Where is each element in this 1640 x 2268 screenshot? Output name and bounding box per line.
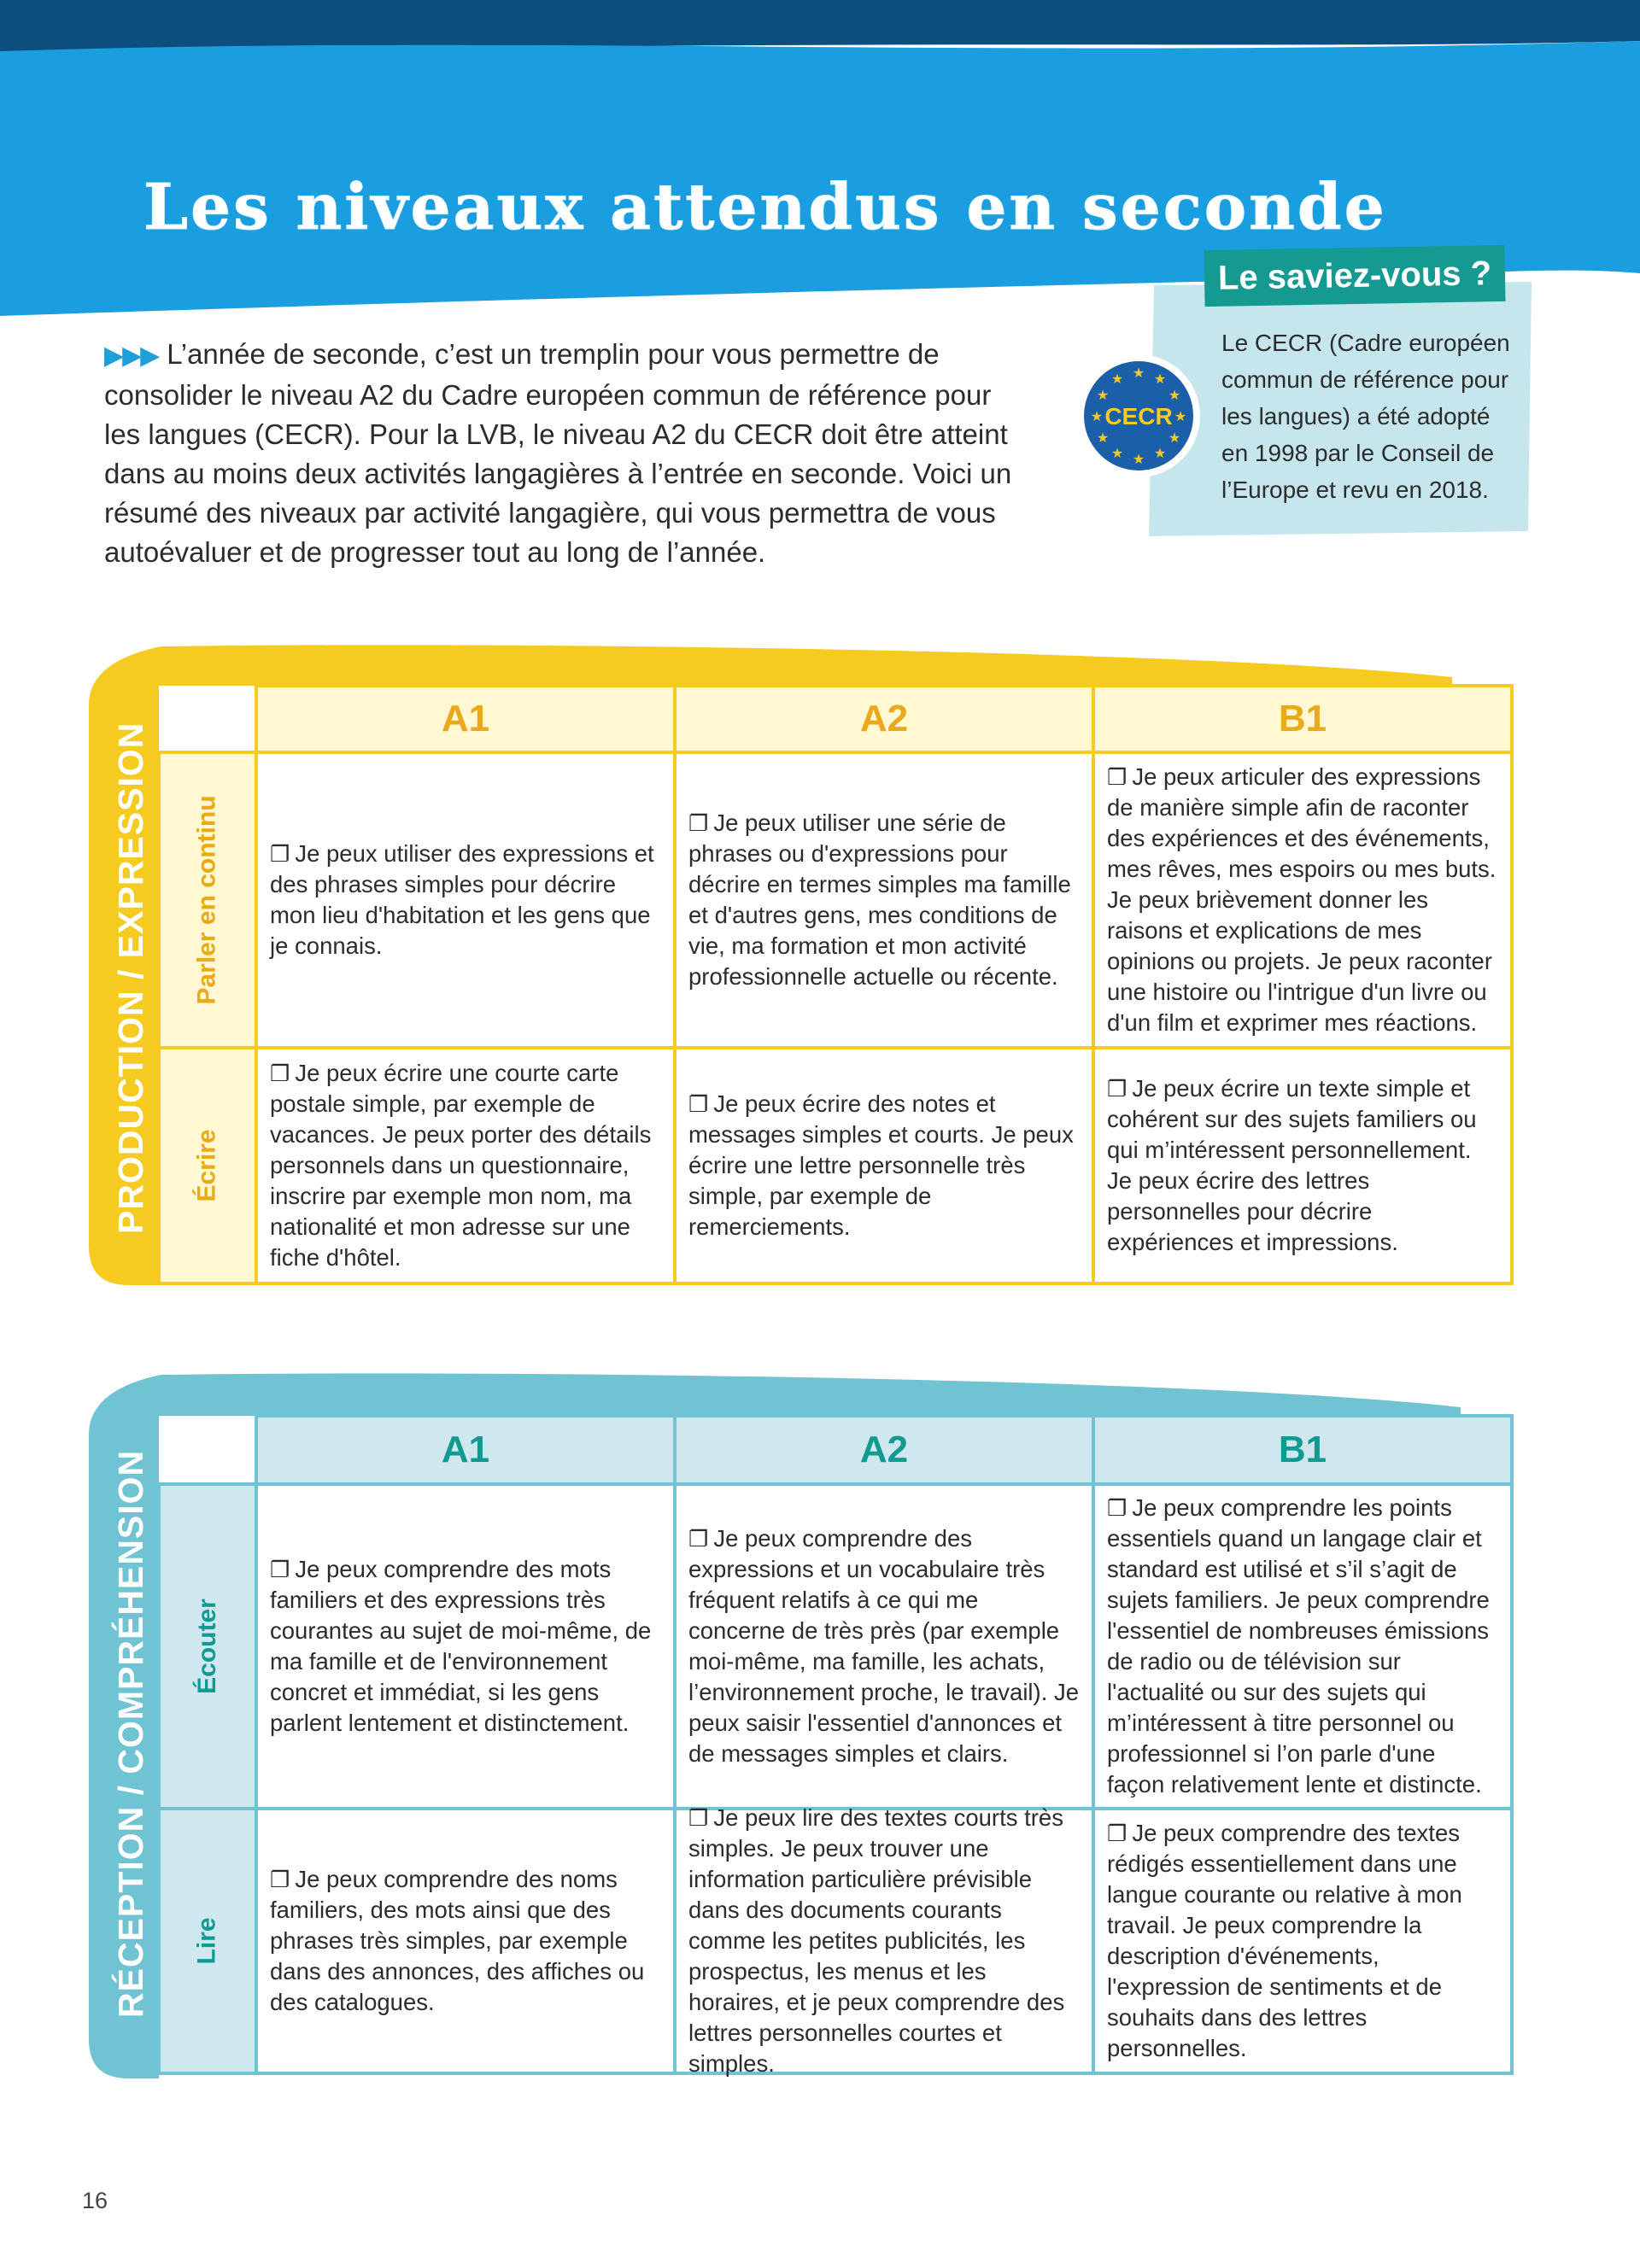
page-title: Les niveaux attendus en seconde (144, 171, 1387, 244)
checkbox-icon[interactable]: ❐ (270, 1557, 290, 1582)
svg-text:★: ★ (1153, 445, 1167, 461)
row-label-listening: Écouter (157, 1482, 258, 1810)
checkbox-icon[interactable]: ❐ (688, 1526, 709, 1552)
checkbox-icon[interactable]: ❐ (1107, 764, 1128, 790)
production-section (0, 645, 1640, 1294)
level-header-a2: A2 (673, 684, 1095, 754)
checkbox-icon[interactable]: ❐ (270, 1061, 290, 1086)
row-label-writing: Écrire (157, 1046, 258, 1285)
checkbox-icon[interactable]: ❐ (688, 810, 709, 836)
svg-text:★: ★ (1096, 387, 1110, 403)
descriptor-cell: ❐ Je peux utiliser une série de phrases ou d'expressions pour décrire en termes simples ma famille et d'autres gens, mes conditions de vie, ma formation et mon activité professionnelle actuelle ou récente. (673, 751, 1095, 1049)
svg-text:★: ★ (1174, 408, 1187, 424)
row-label-reading: Lire (157, 1807, 258, 2075)
did-you-know-label: Le saviez-vous ? (1204, 245, 1505, 307)
descriptor-cell: ❐ Je peux écrire une courte carte postale simple, par exemple de vacances. Je peux porter des détails personnels dans un questionnaire, inscrire par exemple mon nom, ma nationalité et mon adresse sur une fiche d'hôtel. (255, 1046, 676, 1285)
svg-text:★: ★ (1132, 365, 1145, 381)
descriptor-cell: ❐ Je peux lire des textes courts très simples. Je peux trouver une information particulière prévisible dans des documents courants comme les petites publicités, les prospectus, les menus et les horaires, et je peux comprendre des lettres personnelles courtes et simples. (673, 1807, 1095, 2075)
production-side-label: PRODUCTION / EXPRESSION (111, 722, 150, 1234)
triple-arrow-icon: ▶▶▶ (104, 342, 159, 370)
intro-paragraph (104, 335, 1018, 572)
checkbox-icon[interactable]: ❐ (270, 1867, 290, 1892)
descriptor-cell: ❐ Je peux comprendre des textes rédigés essentiellement dans une langue courante ou relative à mon travail. Je peux comprendre la description d'événements, l'expression de sentiments et de souhaits dans des lettres personnelles. (1092, 1807, 1514, 2075)
intro-text: L’année de seconde, c’est un tremplin pour vous permettre de consolider le niveau A2 du Cadre européen commun de référence pour les langues (CECR). Pour la LVB, le niveau A2 du CECR doit être atteint dans au moins deux activités langagières à l’entrée en seconde. Voici un résumé des niveaux par activité langagière, qui vous permettra de vous autoévaluer et de progresser tout au long de l’année. (104, 338, 1012, 568)
descriptor-cell: ❐ Je peux articuler des expressions de manière simple afin de raconter des expériences et des événements, mes rêves, mes espoirs ou mes buts. Je peux brièvement donner les raisons et explications de mes opinions ou projets. Je peux raconter une histoire ou l'intrigue d'un livre ou d'un film et exprimer mes réactions. (1092, 751, 1514, 1049)
level-header-b1: B1 (1092, 1414, 1514, 1486)
reception-table (159, 1416, 1512, 2077)
level-header-b1: B1 (1092, 684, 1514, 754)
checkbox-icon[interactable]: ❐ (688, 1091, 709, 1117)
descriptor-cell: ❐ Je peux comprendre des expressions et un vocabulaire très fréquent relatifs à ce qui me concerne de très près (par exemple moi-même, ma famille, les achats, l’environnement proche, le travail). Je peux saisir l'essentiel d'annonces et de messages simples et clairs. (673, 1482, 1095, 1810)
svg-text:★: ★ (1090, 408, 1104, 424)
level-header-a1: A1 (255, 1414, 676, 1486)
descriptor-cell: ❐ Je peux comprendre des mots familiers et des expressions très courantes au sujet de moi-même, de ma famille et de l'environnement concret et immédiat, si les gens parlent lentement et distinctement. (255, 1482, 676, 1810)
did-you-know-text: Le CECR (Cadre européen commun de référence pour les langues) a été adopté en 1998 par le Conseil de l’Europe et revu en 2018. (1221, 330, 1510, 503)
checkbox-icon[interactable]: ❐ (1107, 1821, 1128, 1846)
descriptor-cell: ❐ Je peux écrire un texte simple et cohérent sur des sujets familiers ou qui m’intéressent personnellement. Je peux écrire des lettres personnelles pour décrire expériences et impressions. (1092, 1046, 1514, 1285)
svg-text:★: ★ (1096, 430, 1110, 446)
descriptor-cell: ❐ Je peux comprendre les points essentiels quand un langage clair et standard est utilisé et s’il s’agit de sujets familiers. Je peux comprendre l'essentiel de nombreuses émissions de radio ou de télévision sur l'actualité ou sur des sujets qui m’intéressent à titre personnel ou professionnel si l’on parle d'une façon relativement lente et distincte. (1092, 1482, 1514, 1810)
svg-text:★: ★ (1110, 371, 1124, 387)
reception-side-label: RÉCEPTION / COMPRÉHENSION (111, 1449, 150, 2018)
svg-text:★: ★ (1168, 430, 1181, 446)
svg-text:CECR: CECR (1104, 403, 1173, 430)
svg-text:★: ★ (1110, 445, 1124, 461)
checkbox-icon[interactable]: ❐ (270, 841, 290, 867)
descriptor-cell: ❐ Je peux utiliser des expressions et des phrases simples pour décrire mon lieu d'habitation et les gens que je connais. (255, 751, 676, 1049)
descriptor-cell: ❐ Je peux comprendre des noms familiers, des mots ainsi que des phrases très simples, par exemple dans des annonces, des affiches ou des catalogues. (255, 1807, 676, 2075)
level-header-a2: A2 (673, 1414, 1095, 1486)
reception-section (0, 1373, 1640, 2082)
level-header-a1: A1 (255, 684, 676, 754)
checkbox-icon[interactable]: ❐ (688, 1805, 709, 1831)
cecr-badge-icon (1075, 352, 1203, 480)
page-number: 16 (82, 2188, 108, 2213)
checkbox-icon[interactable]: ❐ (1107, 1495, 1128, 1521)
checkbox-icon[interactable]: ❐ (1107, 1076, 1128, 1102)
svg-text:★: ★ (1132, 451, 1145, 467)
descriptor-cell: ❐ Je peux écrire des notes et messages simples et courts. Je peux écrire une lettre personnelle très simple, par exemple de remerciements. (673, 1046, 1095, 1285)
production-table (159, 686, 1512, 1283)
svg-text:★: ★ (1153, 371, 1167, 387)
row-label-speaking: Parler en continu (157, 751, 258, 1049)
svg-text:★: ★ (1168, 387, 1181, 403)
